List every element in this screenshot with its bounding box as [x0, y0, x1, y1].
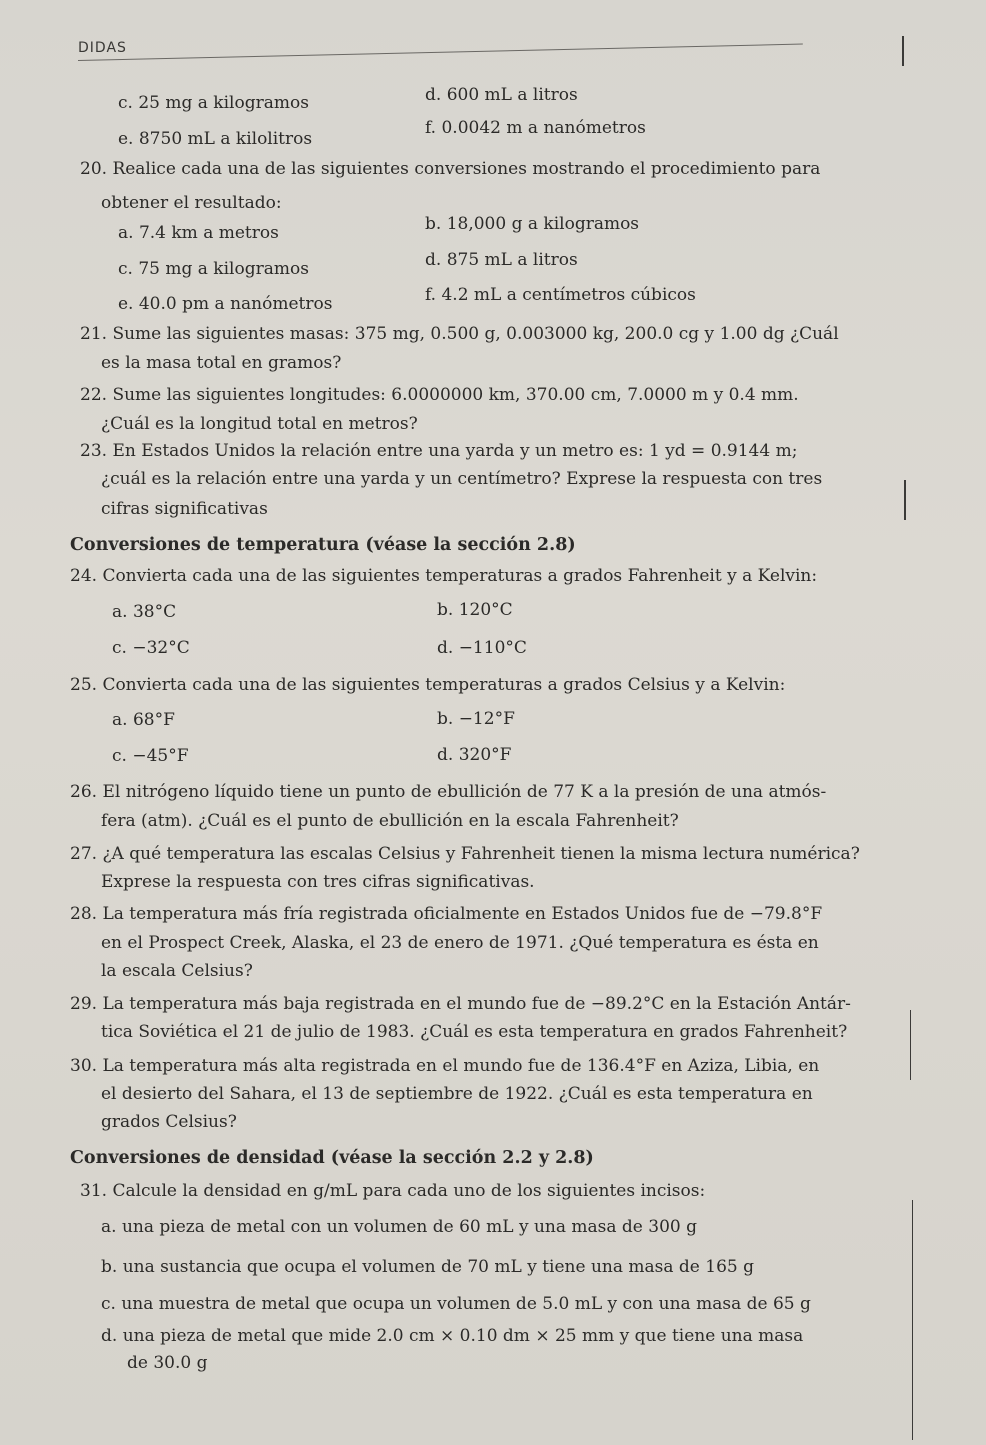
exercise-item: e. 40.0 pm a nanómetros: [118, 294, 333, 314]
section-heading-density: Conversiones de densidad (véase la sección 2.2 y 2.8): [70, 1148, 594, 1168]
exercise-item: b. 18,000 g a kilogramos: [425, 214, 640, 234]
exercise-text: tica Soviética el 21 de julio de 1983. ¿Cuál es esta temperatura en grados Fahrenheit?: [101, 1022, 848, 1042]
exercise-20: 20. Realice cada una de las siguientes conversiones mostrando el procedimiento para: [80, 159, 821, 179]
exercise-text: de 30.0 g: [127, 1353, 208, 1373]
margin-mark: [910, 1010, 911, 1080]
exercise-29: 29. La temperatura más baja registrada en el mundo fue de −89.2°C en la Estación Antár-: [70, 994, 851, 1014]
exercise-item: d. −110°C: [437, 638, 527, 658]
exercise-item: c. 25 mg a kilogramos: [118, 93, 309, 113]
exercise-text: es la masa total en gramos?: [101, 353, 342, 373]
page-header: DIDAS: [78, 40, 127, 56]
exercise-text: en el Prospect Creek, Alaska, el 23 de enero de 1971. ¿Qué temperatura es ésta en: [101, 933, 819, 953]
exercise-item: c. −45°F: [112, 746, 189, 766]
exercise-item: a. 7.4 km a metros: [118, 223, 279, 243]
exercise-28: 28. La temperatura más fría registrada oficialmente en Estados Unidos fue de −79.8°F: [70, 904, 823, 924]
exercise-item: d. 320°F: [437, 745, 512, 765]
exercise-item: b. 120°C: [437, 600, 513, 620]
exercise-item: b. una sustancia que ocupa el volumen de 70 mL y tiene una masa de 165 g: [101, 1257, 754, 1277]
exercise-text: fera (atm). ¿Cuál es el punto de ebullición en la escala Fahrenheit?: [101, 811, 679, 831]
exercise-item: a. 38°C: [112, 602, 177, 622]
section-heading-temperature: Conversiones de temperatura (véase la sección 2.8): [70, 535, 576, 555]
exercise-item: d. una pieza de metal que mide 2.0 cm × 0.10 dm × 25 mm y que tiene una masa: [101, 1326, 804, 1346]
exercise-21: 21. Sume las siguientes masas: 375 mg, 0.500 g, 0.003000 kg, 200.0 cg y 1.00 dg ¿Cuál: [80, 324, 839, 344]
exercise-26: 26. El nitrógeno líquido tiene un punto de ebullición de 77 K a la presión de una atmós-: [70, 782, 827, 802]
exercise-23: 23. En Estados Unidos la relación entre una yarda y un metro es: 1 yd = 0.9144 m;: [80, 441, 798, 461]
exercise-text: grados Celsius?: [101, 1112, 237, 1132]
exercise-item: f. 4.2 mL a centímetros cúbicos: [425, 285, 696, 305]
exercise-item: d. 600 mL a litros: [425, 85, 578, 105]
exercise-item: a. 68°F: [112, 710, 175, 730]
exercise-item: c. 75 mg a kilogramos: [118, 259, 309, 279]
margin-mark: [904, 480, 906, 520]
exercise-item: e. 8750 mL a kilolitros: [118, 129, 313, 149]
exercise-27: 27. ¿A qué temperatura las escalas Celsius y Fahrenheit tienen la misma lectura numérica?: [70, 844, 860, 864]
exercise-text: ¿Cuál es la longitud total en metros?: [101, 414, 418, 434]
margin-mark: [902, 36, 904, 66]
exercise-30: 30. La temperatura más alta registrada en el mundo fue de 136.4°F en Aziza, Libia, en: [70, 1056, 820, 1076]
exercise-item: d. 875 mL a litros: [425, 250, 578, 270]
exercise-25: 25. Convierta cada una de las siguientes temperaturas a grados Celsius y a Kelvin:: [70, 675, 786, 695]
exercise-text: Exprese la respuesta con tres cifras significativas.: [101, 872, 535, 892]
header-rule: [78, 44, 803, 61]
exercise-text: ¿cuál es la relación entre una yarda y un centímetro? Exprese la respuesta con tres: [101, 469, 823, 489]
exercise-text: la escala Celsius?: [101, 961, 253, 981]
exercise-24: 24. Convierta cada una de las siguientes temperaturas a grados Fahrenheit y a Kelvin:: [70, 566, 818, 586]
exercise-31: 31. Calcule la densidad en g/mL para cada uno de los siguientes incisos:: [80, 1181, 706, 1201]
exercise-item: a. una pieza de metal con un volumen de 60 mL y una masa de 300 g: [101, 1217, 697, 1237]
exercise-text: cifras significativas: [101, 499, 268, 519]
exercise-item: f. 0.0042 m a nanómetros: [425, 118, 646, 138]
exercise-22: 22. Sume las siguientes longitudes: 6.0000000 km, 370.00 cm, 7.0000 m y 0.4 mm.: [80, 385, 799, 405]
exercise-item: c. una muestra de metal que ocupa un volumen de 5.0 mL y con una masa de 65 g: [101, 1294, 811, 1314]
exercise-text: obtener el resultado:: [101, 193, 282, 213]
margin-mark: [912, 1200, 913, 1440]
exercise-text: el desierto del Sahara, el 13 de septiembre de 1922. ¿Cuál es esta temperatura en: [101, 1084, 813, 1104]
exercise-item: b. −12°F: [437, 709, 515, 729]
exercise-item: c. −32°C: [112, 638, 190, 658]
